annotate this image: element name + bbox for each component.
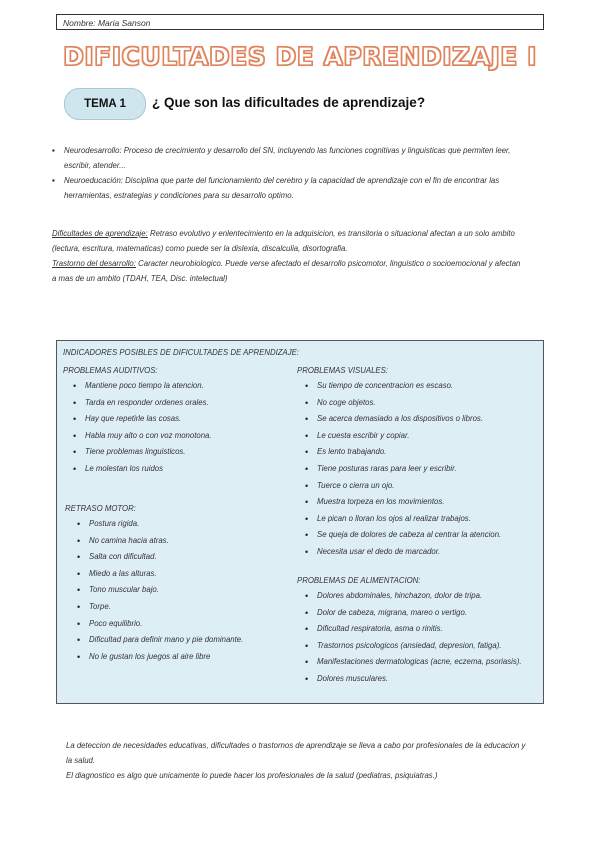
list-item: • Le molestan los ruidos [71,461,293,478]
list-item: • Dolores musculares. [303,671,541,688]
trastorno-label: Trastorno del desarrollo: [52,259,136,268]
list-item: • No le gustan los juegos al aire libre [75,649,297,666]
alimentacion-heading: PROBLEMAS DE ALIMENTACION: [297,576,421,585]
list-item: • Le pican o lloran los ojos al realizar trabajos. [303,511,541,528]
list-item: • Trastornos psicologicos (ansiedad, depresion, fatiga). [303,638,541,655]
definition-neurodesarrollo: ▪ Neurodesarrollo: Proceso de crecimiento y desarrollo del SN, incluyendo las funciones cognitivas y linguisticas que permiten leer, escribir, atender... [52,143,512,173]
list-item: • Tono muscular bajo. [75,582,297,599]
name-field: Nombre: Maria Sanson [56,14,544,30]
list-item: • Manifestaciones dermatologicas (acne, eczema, psoriasis). [303,654,541,671]
list-item: • Tuerce o cierra un ojo. [303,478,541,495]
footer-notes [66,738,526,783]
footer-diagnostico: El diagnostico es algo que unicamente lo puede hacer los profesionales de la salud (pediatras, psiquiatras.) [66,771,438,780]
list-item: • Hay que repetirle las cosas. [71,411,293,428]
alimentacion-list [297,588,541,688]
list-item: • Poco equilibrio. [75,616,297,633]
list-item: • Dolores abdominales, hinchazon, dolor de tripa. [303,588,541,605]
list-item: • Tiene posturas raras para leer y escribir. [303,461,541,478]
list-item: • Muestra torpeza en los movimientos. [303,494,541,511]
list-item: • Salta con dificultad. [75,549,297,566]
list-item: • Se queja de dolores de cabeza al centrar la atencion. [303,527,541,544]
definitions-list [52,143,512,203]
auditivos-section [63,363,293,478]
dificultades-label: Dificultades de aprendizaje: [52,229,148,238]
footer-deteccion: La deteccion de necesidades educativas, dificultades o trastornos de aprendizaje se lleva a cabo por profesionales de la educacion y la salud. [66,741,526,765]
list-item: • No coge objetos. [303,395,541,412]
definition-neuroeducacion: ▪ Neuroeducación: Disciplina que parte del funcionamiento del cerebro y la capacidad de aprendizaje con el fin de encontrar las herramientas, estrategias y condiciones para su desarrollo optimo. [52,173,512,203]
dificultades-text: Retraso evolutivo y enlentecimiento en la adquisicion, es transitoria o situacional afectan a un solo ambito (lectura, escritura, matematicas) como puede ser la dislexia, discalculia, disortografia. [52,229,515,253]
list-item: • Dificultad respiratoria, asma o rinitis. [303,621,541,638]
list-item: • Le cuesta escribir y copiar. [303,428,541,445]
tema-badge: TEMA 1 [64,88,146,120]
list-item: • Tarda en responder ordenes orales. [71,395,293,412]
tema-question: ¿ Que son las dificultades de aprendizaje? [152,95,426,110]
list-item: • Habla muy alto o con voz monotona. [71,428,293,445]
indicators-title: INDICADORES POSIBLES DE DIFICULTADES DE APRENDIZAJE: [63,348,299,357]
dificultades-definition [52,226,522,256]
trastorno-text: Caracter neurobiologico. Puede verse afectado el desarrollo psicomotor, linguistico o socioemocional y afectan a mas de un ambito (TDAH, TEA, Disc. intelectual) [52,259,521,283]
definitions-block [52,226,522,286]
motor-list [65,516,297,665]
visuales-section [297,363,541,561]
visuales-list [297,378,541,561]
list-item: • Es lento trabajando. [303,444,541,461]
list-item: • Dolor de cabeza, migrana, mareo o vertigo. [303,605,541,622]
trastorno-definition [52,256,522,286]
indicators-box [56,340,544,704]
motor-heading: RETRASO MOTOR: [65,504,136,513]
auditivos-list [63,378,293,478]
visuales-heading: PROBLEMAS VISUALES: [297,366,388,375]
list-item: • Necesita usar el dedo de marcador. [303,544,541,561]
auditivos-heading: PROBLEMAS AUDITIVOS: [63,366,158,375]
motor-section [65,501,297,665]
list-item: • Torpe. [75,599,297,616]
alimentacion-section [297,573,541,688]
list-item: • No camina hacia atras. [75,533,297,550]
list-item: • Tiene problemas linguisticos. [71,444,293,461]
page-title: DIFICULTADES DE APRENDIZAJE I [63,42,537,71]
list-item: • Miedo a las alturas. [75,566,297,583]
list-item: • Su tiempo de concentracion es escaso. [303,378,541,395]
list-item: • Postura rigida. [75,516,297,533]
list-item: • Se acerca demasiado a los dispositivos o libros. [303,411,541,428]
list-item: • Mantiene poco tiempo la atencion. [71,378,293,395]
list-item: • Dificultad para definir mano y pie dominante. [75,632,297,649]
